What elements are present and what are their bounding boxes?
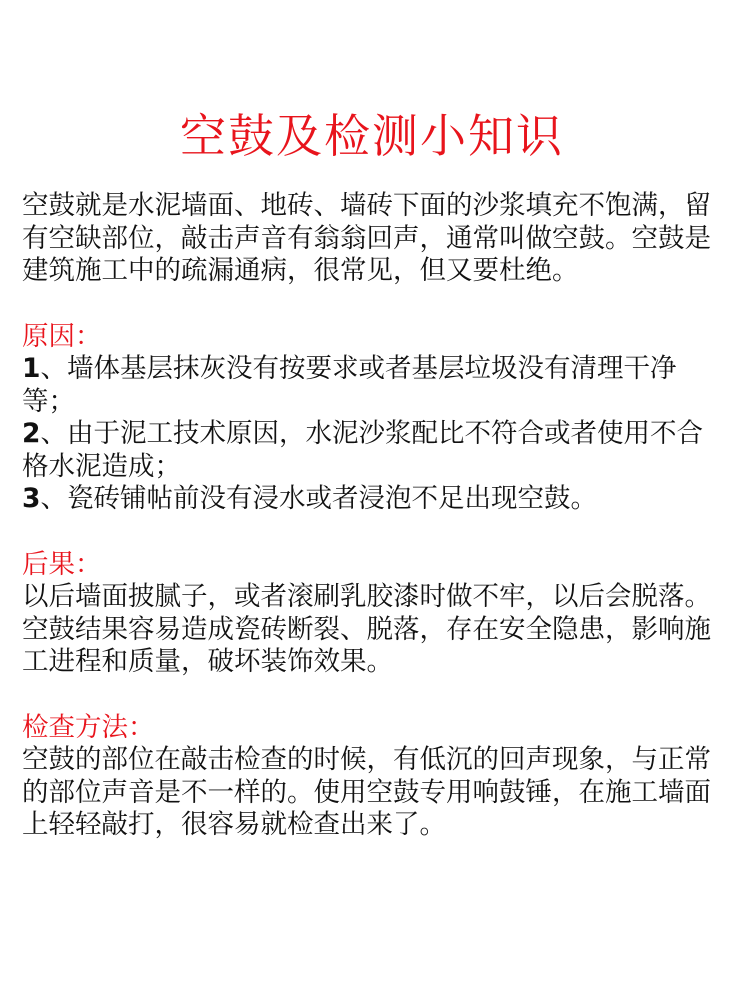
page-title: 空鼓及检测小知识 [180, 109, 564, 163]
inspection-section [22, 712, 722, 842]
cause-item-3 [22, 483, 722, 516]
cause-number: 2 [22, 418, 41, 449]
cause-item-2 [22, 418, 722, 483]
inspection-paragraph: 空鼓的部位在敲击检查的时候，有低沉的回声现象，与正常的部位声音是不一样的。使用空鼓专用响鼓锤，在施工墙面上轻轻敲打，很容易就检查出来了。 [22, 744, 711, 840]
intro-paragraph: 空鼓就是水泥墙面、地砖、墙砖下面的沙浆填充不饱满，留有空缺部位，敲击声音有翁翁回声，通常叫做空鼓。空鼓是建筑施工中的疏漏通病，很常见，但又要杜绝。 [22, 190, 711, 286]
inspection-heading: 检查方法： [22, 711, 155, 743]
section-gap [22, 679, 722, 712]
cause-number: 1 [22, 353, 41, 384]
section-gap [22, 516, 722, 549]
cause-text: 、瓷砖铺帖前没有浸水或者浸泡不足出现空鼓。 [40, 483, 597, 514]
causes-heading: 原因： [22, 320, 102, 352]
cause-text: 、墙体基层抹灰没有按要求或者基层垃圾没有清理干净等； [22, 353, 677, 417]
cause-number: 3 [22, 483, 41, 514]
causes-section [22, 321, 722, 516]
consequences-paragraph: 以后墙面披腻子，或者滚刷乳胶漆时做不牢，以后会脱落。空鼓结果容易造成瓷砖断裂、脱落，存在安全隐患，影响施工进程和质量，破坏装饰效果。 [22, 581, 711, 677]
section-gap [22, 288, 722, 321]
cause-item-1 [22, 353, 722, 418]
consequences-heading: 后果： [22, 548, 102, 580]
consequences-section [22, 549, 722, 679]
cause-text: 、由于泥工技术原因，水泥沙浆配比不符合或者使用不合格水泥造成； [22, 418, 703, 482]
